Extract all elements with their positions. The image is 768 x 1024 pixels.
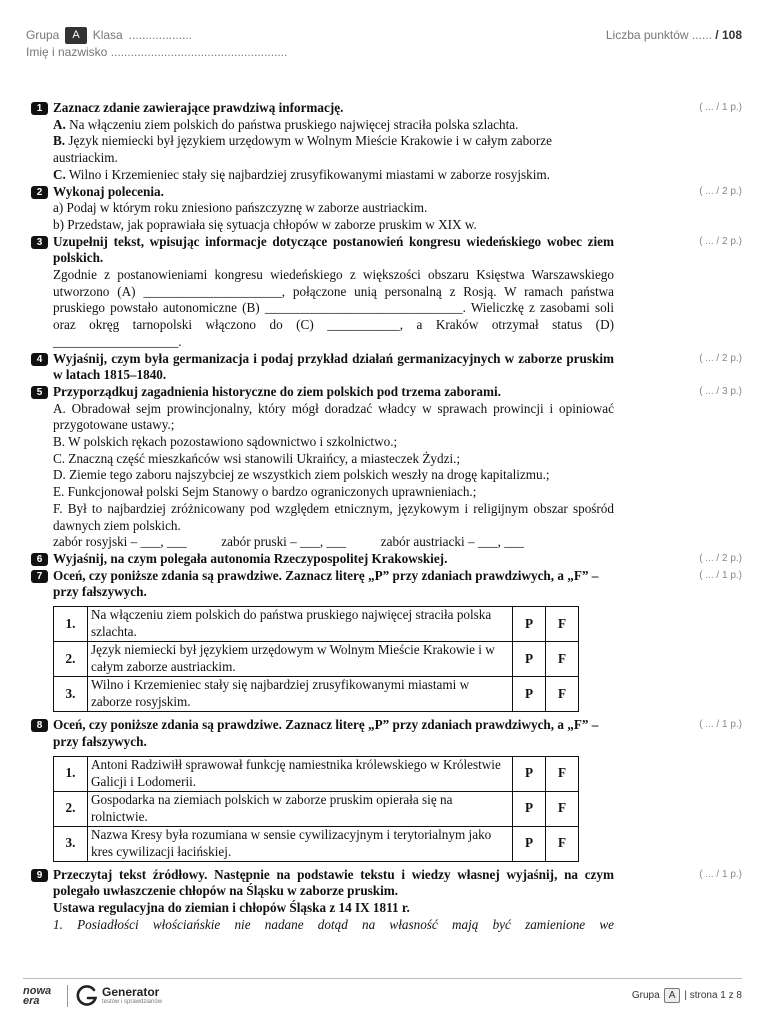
task-number: 5	[31, 386, 48, 399]
true-false-table	[53, 756, 579, 862]
false-option[interactable]: F	[546, 791, 579, 826]
generator-logo-icon	[76, 985, 98, 1007]
answer-russian[interactable]: zabór rosyjski – ___, ___	[53, 534, 187, 550]
table-row	[54, 642, 579, 677]
subtask-b: b) Przedstaw, jak poprawiała się sytuacja chłopów w zaborze pruskim w XIX w.	[53, 216, 477, 232]
task-number: 3	[31, 236, 48, 249]
task-command: Przeczytaj tekst źródłowy. Następnie na podstawie tekstu i wiedzy własnej wyjaśnij, na czym polegało uwłaszczenie chłopów na Śląsku w zaborze pruskim.	[53, 866, 614, 899]
task-number: 2	[31, 186, 48, 199]
true-option[interactable]: P	[513, 756, 546, 791]
statement: Wilno i Krzemieniec stały się najbardziej zrusyfikowanymi miastami w zaborze rosyjskim.	[88, 677, 513, 712]
answer-austrian[interactable]: zabór austriacki – ___, ___	[380, 534, 524, 550]
task-command: Wykonaj polecenia.	[53, 183, 164, 199]
publisher-logos	[23, 985, 162, 1007]
task-number: 9	[31, 869, 48, 882]
statement: Nazwa Kresy była rozumiana w sensie cywilizacyjnym i terytorialnym jako kres cywilizacji łacińskiej.	[88, 826, 513, 861]
table-row	[54, 756, 579, 791]
row-number: 1.	[54, 607, 88, 642]
table-row	[54, 791, 579, 826]
page-indicator	[632, 988, 742, 1003]
logo-divider	[67, 985, 68, 1007]
statement: Język niemiecki był językiem urzędowym w Wolnym Mieście Krakowie i w całym zaborze austriackim.	[88, 642, 513, 677]
task-6	[31, 551, 742, 568]
task-2	[31, 184, 742, 234]
task-points: ( ... / 2 p.)	[699, 352, 742, 364]
answer-option-a[interactable]: A. Na włączeniu ziem polskich do państwa pruskiego najwięcej straciła polska szlachta.	[53, 116, 519, 132]
task-points: ( ... / 3 p.)	[699, 385, 742, 397]
answer-prussian[interactable]: zabór pruski – ___, ___	[221, 534, 347, 550]
task-points: ( ... / 2 p.)	[699, 185, 742, 197]
table-row	[54, 826, 579, 861]
task-5	[31, 384, 742, 551]
task-number: 1	[31, 102, 48, 115]
group-badge: A	[65, 27, 86, 44]
footer-group-label: Grupa	[631, 990, 660, 1001]
subtask-a: a) Podaj w którym roku zniesiono pańszczyznę w zaborze austriackim.	[53, 200, 428, 216]
list-item: F. Był to najbardziej zróżnicowany pod względem etnicznym, językowym i religijnym obszar spośród dawnych ziem polskich.	[53, 500, 614, 533]
task-command: Wyjaśnij, na czym polegała autonomia Rzeczypospolitej Krakowskiej.	[53, 550, 448, 566]
row-number: 1.	[54, 756, 88, 791]
row-number: 2.	[54, 791, 88, 826]
row-number: 3.	[54, 826, 88, 861]
task-points: ( ... / 1 p.)	[699, 719, 742, 731]
row-number: 3.	[54, 677, 88, 712]
task-number: 7	[31, 570, 48, 583]
row-number: 2.	[54, 642, 88, 677]
name-label: Imię i nazwisko	[26, 45, 108, 59]
table-row	[54, 677, 579, 712]
task-number: 8	[31, 719, 48, 732]
fill-in-text[interactable]: Zgodnie z postanowieniami kongresu wiedeńskiego z większości obszaru Księstwa Warszawskiego utworzono (A) _____________________, połączone unią personalną z Rosją. W ramach państwa pruskiego powstało autonomiczne (B) ______________________________. Wieliczkę z zasobami soli oraz okręg tarnopolski włączono do (C) ___________, a Kraków otrzymał status (D) ___________________.	[53, 267, 614, 349]
nowa-era-logo: nowa era	[23, 985, 52, 1007]
true-false-table	[53, 606, 579, 712]
source-text: 1. Posiadłości włościańskie nie nadane dotąd na własność mają być zamienione we	[53, 916, 614, 932]
task-command: Oceń, czy poniższe zdania są prawdziwe. Zaznacz literę „P” przy zdaniach prawdziwych, a „F” – przy fałszywych.	[53, 567, 599, 600]
footer-group-badge: A	[664, 988, 681, 1003]
false-option[interactable]: F	[546, 607, 579, 642]
list-item: D. Ziemie tego zaboru najszybciej ze wszystkich ziem polskich weszły na drogę kapitalizmu.;	[53, 467, 550, 483]
answer-option-c[interactable]: C. Wilno i Krzemieniec stały się najbardziej zrusyfikowanymi miastami w zaborze rosyjskim.	[53, 166, 550, 182]
points-total: 108	[721, 28, 742, 42]
task-points: ( ... / 2 p.)	[699, 235, 742, 247]
false-option[interactable]: F	[546, 826, 579, 861]
true-option[interactable]: P	[513, 607, 546, 642]
task-points: ( ... / 1 p.)	[699, 102, 742, 113]
true-option[interactable]: P	[513, 642, 546, 677]
table-row	[54, 607, 579, 642]
page-header	[26, 26, 742, 60]
task-9	[31, 867, 742, 934]
source-title: Ustawa regulacyjna do ziemian i chłopów Śląska z 14 IX 1811 r.	[53, 899, 410, 915]
task-number: 6	[31, 553, 48, 566]
worksheet	[31, 100, 742, 933]
generator-text: Generator testów i sprawdzianów	[102, 985, 163, 1005]
task-number: 4	[31, 353, 48, 366]
task-command: Zaznacz zdanie zawierające prawdziwą informację.	[53, 100, 344, 115]
false-option[interactable]: F	[546, 642, 579, 677]
true-option[interactable]: P	[513, 826, 546, 861]
answer-option-b[interactable]: B. Język niemiecki był językiem urzędowym w Wolnym Mieście Krakowie i w całym zaborze austriackim.	[53, 133, 552, 166]
task-command: Przyporządkuj zagadnienia historyczne do ziem polskich pod trzema zaborami.	[53, 383, 501, 399]
task-points: ( ... / 1 p.)	[699, 868, 742, 880]
task-1	[31, 100, 742, 184]
list-item: E. Funkcjonował polski Sejm Stanowy o bardzo ograniczonych uprawnieniach.;	[53, 484, 477, 500]
task-command: Uzupełnij tekst, wpisując informacje dotyczące postanowień kongresu wiedeńskiego wobec ziem polskich.	[53, 233, 614, 266]
true-option[interactable]: P	[513, 677, 546, 712]
task-points: ( ... / 2 p.)	[699, 552, 742, 564]
class-label: Klasa	[92, 28, 123, 42]
task-7	[31, 568, 742, 712]
list-item: C. Znaczną część mieszkańców wsi stanowili Ukraińcy, a miasteczek Żydzi.;	[53, 450, 461, 466]
task-command: Wyjaśnij, czym była germanizacja i podaj przykład działań germanizacyjnych w zaborze pruskim w latach 1815–1840.	[53, 350, 614, 383]
group-label: Grupa	[26, 28, 60, 42]
false-option[interactable]: F	[546, 677, 579, 712]
points-summary	[606, 28, 742, 42]
task-8	[31, 717, 742, 861]
false-option[interactable]: F	[546, 756, 579, 791]
statement: Antoni Radziwiłł sprawował funkcję namiestnika królewskiego w Królestwie Galicji i Lodomerii.	[88, 756, 513, 791]
page-footer	[23, 978, 742, 1010]
task-3	[31, 234, 742, 351]
name-field[interactable]: .....................................................	[110, 45, 288, 59]
task-points: ( ... / 1 p.)	[699, 569, 742, 581]
points-field[interactable]: ......	[691, 28, 712, 42]
statement: Gospodarka na ziemiach polskich w zaborze pruskim opierała się na rolnictwie.	[88, 791, 513, 826]
true-option[interactable]: P	[513, 791, 546, 826]
task-command: Oceń, czy poniższe zdania są prawdziwe. Zaznacz literę „P” przy zdaniach prawdziwych, a „F” – przy fałszywych.	[53, 717, 599, 749]
task-4	[31, 351, 742, 384]
statement: Na włączeniu ziem polskich do państwa pruskiego najwięcej straciła polska szlachta.	[88, 607, 513, 642]
page-number: | strona 1 z 8	[684, 990, 742, 1001]
list-item: A. Obradował sejm prowincjonalny, który mógł doradzać władcy w sprawach prowincji i opiniować przygotowane ustawy.;	[53, 400, 614, 433]
answer-line[interactable]	[53, 534, 614, 551]
list-item: B. W polskich rękach pozostawiono sądownictwo i szkolnictwo.;	[53, 434, 398, 450]
points-sep: /	[715, 28, 719, 42]
points-label: Liczba punktów	[605, 28, 689, 42]
class-field[interactable]: ...................	[128, 28, 193, 42]
